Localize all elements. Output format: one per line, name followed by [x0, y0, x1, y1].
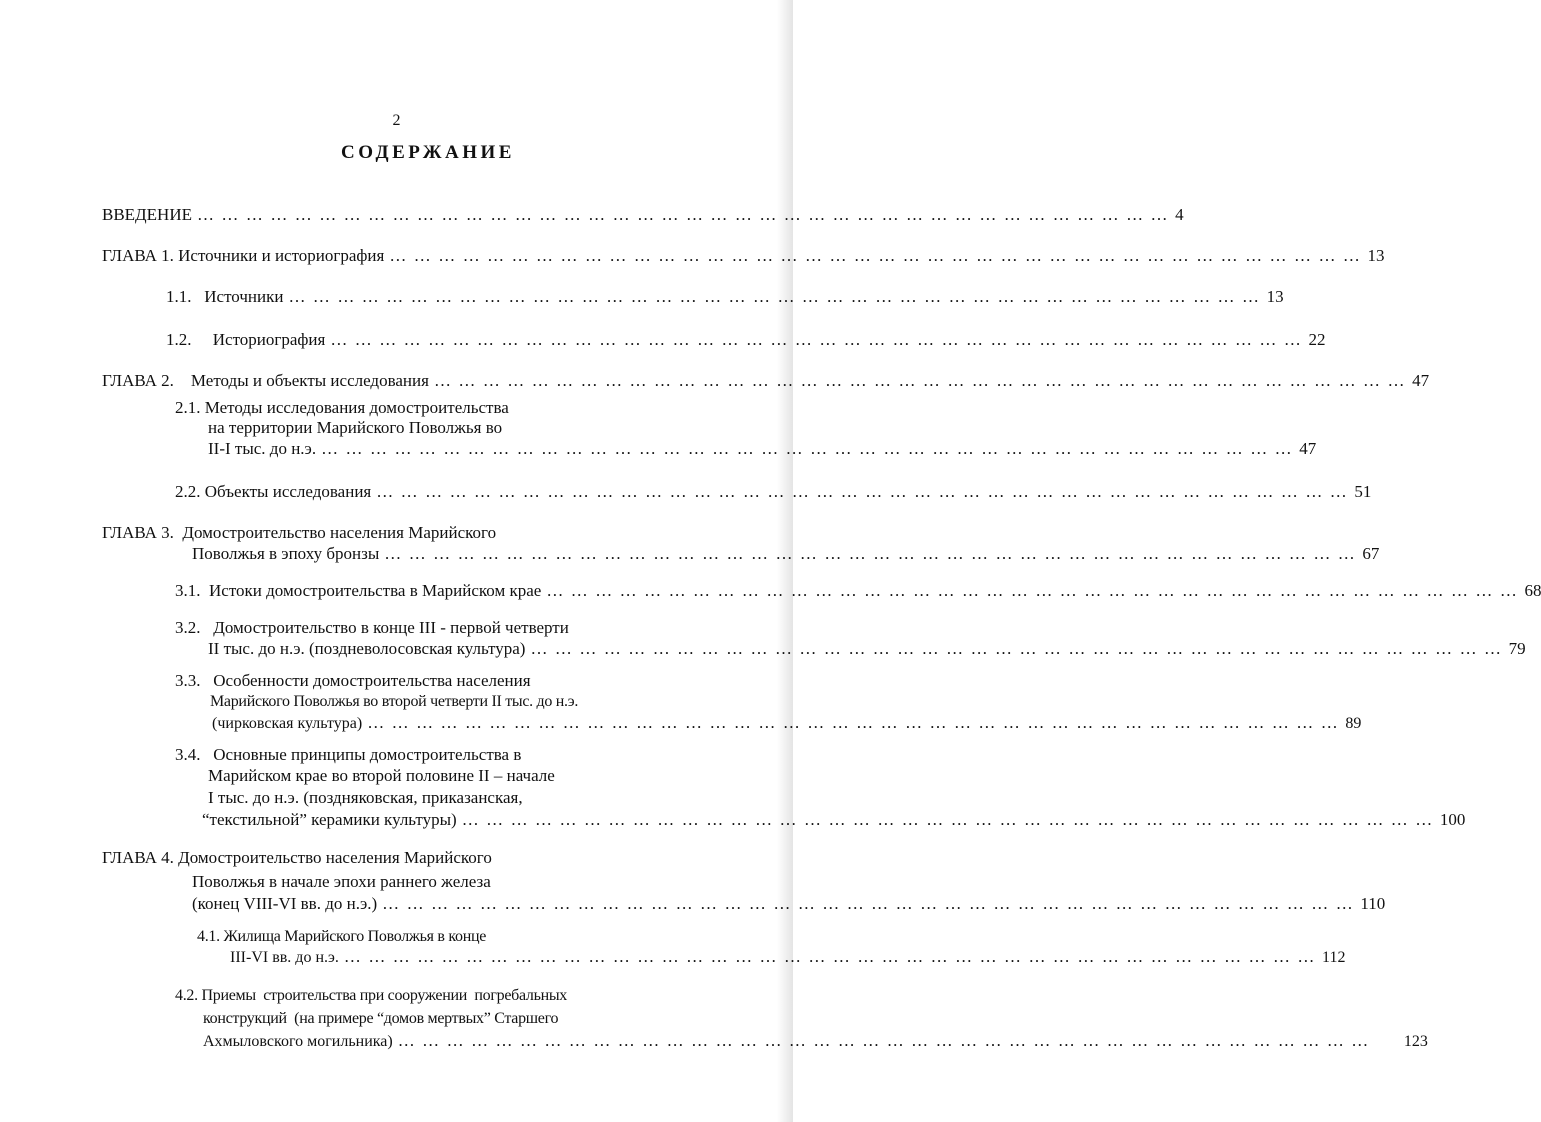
- dot-leader: … … … … … … … … … … … … … … … … … … … … … … … … … … … … … … … … … … … … … … … …: [384, 544, 1357, 563]
- toc-entry-section-3-2-line-1: 3.2. Домостроительство в конце III - первой четверти: [175, 618, 569, 637]
- toc-page-number: 68: [1524, 581, 1541, 600]
- toc-entry-chapter-1: [102, 244, 1385, 268]
- toc-entry-chapter-3-line-1: ГЛАВА 3. Домостроительство населения Марийского: [102, 523, 497, 542]
- page-title: СОДЕРЖАНИЕ: [341, 142, 515, 163]
- toc-entry-chapter-3-line-2: [192, 542, 1380, 566]
- toc-entry-section-3-4-line-1: 3.4. Основные принципы домостроительства в: [175, 745, 522, 764]
- toc-entry-title: (чирковская культура): [212, 715, 363, 732]
- toc-entry-section-4-2-line-2: конструкций (на примере “домов мертвых” Старшего: [203, 1010, 559, 1027]
- toc-entry-section-2-1-line-1: 2.1. Методы исследования домостроительства: [175, 398, 509, 417]
- dot-leader: … … … … … … … … … … … … … … … … … … … … … … … … … … … … … … … … … … … … … … … …: [530, 639, 1503, 658]
- dot-leader: … … … … … … … … … … … … … … … … … … … … … … … … … … … … … … … … … … … … … … … …: [196, 205, 1170, 224]
- toc-entry-title: ВВЕДЕНИЕ: [102, 205, 192, 224]
- dot-leader: … … … … … … … … … … … … … … … … … … … … … … … … … … … … … … … … … … … … … … … …: [546, 581, 1519, 600]
- toc-entry-title: (конец VIII-VI вв. до н.э.): [192, 894, 378, 913]
- dot-leader: … … … … … … … … … … … … … … … … … … … … … … … … … … … … … … … … … … … … … … … …: [461, 810, 1434, 829]
- toc-entry-section-3-3-line-3: [212, 711, 1362, 735]
- toc-entry-title: 1.2. Историография: [166, 330, 326, 349]
- dot-leader: … … … … … … … … … … … … … … … … … … … … … … … … … … … … … … … … … … … … … … … …: [343, 947, 1317, 966]
- toc-entry-title: 2.2. Объекты исследования: [175, 482, 372, 501]
- toc-page-number: 22: [1308, 330, 1326, 349]
- toc-page-number: 79: [1508, 639, 1526, 658]
- toc-entry-section-3-3-line-1: 3.3. Особенности домостроительства населения: [175, 671, 531, 690]
- toc-page-number: 47: [1299, 439, 1317, 458]
- toc-page-number: 51: [1354, 482, 1372, 501]
- toc-entry-section-4-1-line-2: [230, 945, 1346, 969]
- toc-page-number: 47: [1412, 371, 1430, 390]
- toc-entry-section-4-2-line-1: 4.2. Приемы строительства при сооружении погребальных: [175, 987, 568, 1004]
- toc-entry-title: II тыс. до н.э. (поздневолосовская культура): [208, 639, 526, 658]
- toc-page-number: 100: [1439, 810, 1466, 829]
- toc-page-number: 123: [1403, 1033, 1428, 1050]
- toc-entry-title: 3.1. Истоки домостроительства в Марийском крае: [175, 581, 542, 600]
- toc-entry-chapter-4-line-2: Поволжья в начале эпохи раннего железа: [192, 872, 491, 891]
- toc-entry-section-3-2-line-2: [208, 637, 1526, 661]
- toc-entry-section-3-1: [175, 579, 1541, 603]
- toc-entry-section-2-2: [175, 480, 1372, 504]
- toc-page-number: 4: [1175, 205, 1184, 224]
- dot-leader: … … … … … … … … … … … … … … … … … … … … … … … … … … … … … … … … … … … … … … … …: [288, 287, 1261, 306]
- dot-leader: … … … … … … … … … … … … … … … … … … … … … … … … … … … … … … … … … … … … … … … …: [330, 330, 1303, 349]
- toc-entry-title: 1.1. Источники: [166, 287, 284, 306]
- dot-leader: … … … … … … … … … … … … … … … … … … … … … … … … … … … … … … … … … … … … … … … …: [433, 371, 1407, 390]
- toc-entry-title: ГЛАВА 2. Методы и объекты исследования: [102, 371, 429, 390]
- toc-page-number: 67: [1362, 544, 1380, 563]
- dot-leader: … … … … … … … … … … … … … … … … … … … … … … … … … … … … … … … … … … … … … … … …: [321, 439, 1294, 458]
- dot-leader: … … … … … … … … … … … … … … … … … … … … … … … … … … … … … … … … … … … … … … … …: [382, 894, 1355, 913]
- toc-entry-title: Поволжья в эпоху бронзы: [192, 544, 380, 563]
- toc-entry-title: “текстильной” керамики культуры): [202, 810, 457, 829]
- toc-entry-section-1-2: [166, 328, 1326, 352]
- toc-entry-section-3-4-line-2: Марийском крае во второй половине II – начале: [208, 766, 555, 785]
- toc-entry-title: Ахмыловского могильника): [203, 1033, 393, 1050]
- toc-entry-chapter-4-line-3: [192, 892, 1386, 916]
- toc-entry-section-2-1-line-3: [208, 437, 1317, 461]
- toc-page-number: 13: [1266, 287, 1284, 306]
- toc-entry-title: II-I тыс. до н.э.: [208, 439, 317, 458]
- toc-entry-section-2-1-line-2: на территории Марийского Поволжья во: [208, 418, 503, 437]
- toc-entry-chapter-4-line-1: ГЛАВА 4. Домостроительство населения Марийского: [102, 848, 492, 867]
- toc-entry-chapter-2: [102, 369, 1430, 393]
- toc-page-number: 89: [1345, 715, 1362, 732]
- toc-entry-section-4-1-line-1: 4.1. Жилища Марийского Поволжья в конце: [197, 928, 487, 945]
- toc-entry-title: III-VI вв. до н.э.: [230, 949, 339, 966]
- toc-entry-section-3-4-line-4: [202, 808, 1466, 832]
- toc-entry-title: ГЛАВА 1. Источники и историография: [102, 246, 385, 265]
- toc-entry-section-3-3-line-2: Марийского Поволжья во второй четверти II тыс. до н.э.: [210, 693, 579, 710]
- dot-leader: … … … … … … … … … … … … … … … … … … … … … … … … … … … … … … … … … … … … … … … …: [389, 246, 1362, 265]
- page-number: 2: [392, 112, 401, 129]
- dot-leader: … … … … … … … … … … … … … … … … … … … … … … … … … … … … … … … … … … … … … … … …: [397, 1031, 1370, 1050]
- toc-page-number: 112: [1322, 949, 1346, 966]
- toc-entry-introduction: [102, 203, 1184, 227]
- dot-leader: … … … … … … … … … … … … … … … … … … … … … … … … … … … … … … … … … … … … … … … …: [367, 713, 1340, 732]
- toc-entry-section-3-4-line-3: I тыс. до н.э. (поздняковская, приказанская,: [208, 788, 523, 807]
- toc-entry-section-4-2-line-3: [203, 1029, 1428, 1053]
- dot-leader: … … … … … … … … … … … … … … … … … … … … … … … … … … … … … … … … … … … … … … … …: [376, 482, 1349, 501]
- toc-page-number: 110: [1360, 894, 1386, 913]
- toc-page-number: 13: [1367, 246, 1385, 265]
- toc-entry-section-1-1: [166, 285, 1284, 309]
